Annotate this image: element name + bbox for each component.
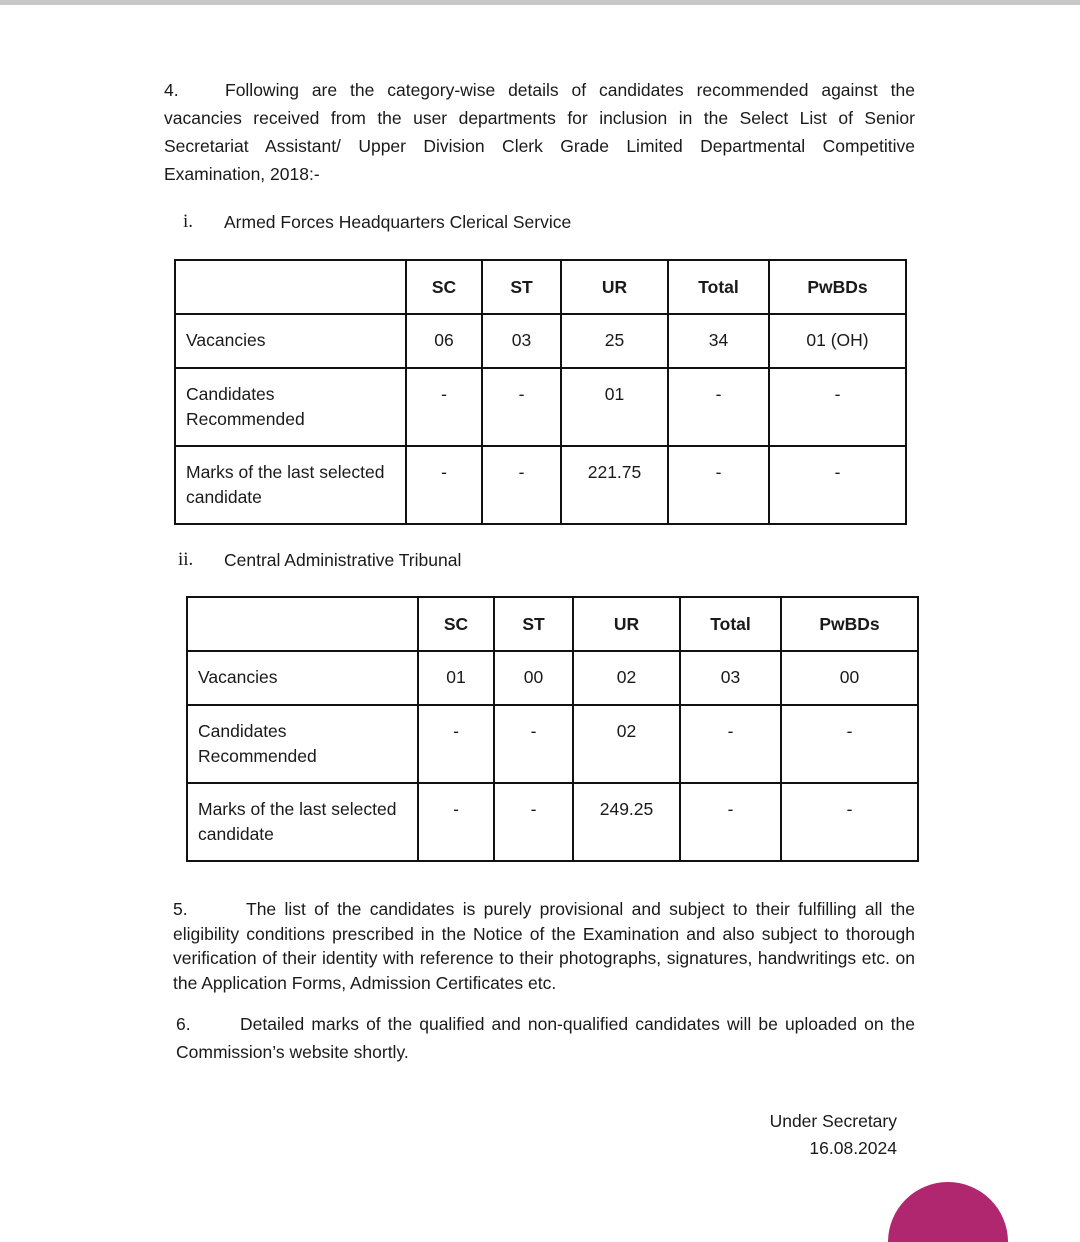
cell-st: -: [482, 368, 561, 446]
cell-st: -: [494, 705, 573, 783]
row-label: Vacancies: [187, 651, 418, 705]
header-pwbds: PwBDs: [769, 260, 906, 314]
cell-st: 00: [494, 651, 573, 705]
cell-sc: -: [406, 446, 482, 524]
cell-ur: 25: [561, 314, 668, 368]
section-1-number: i.: [183, 211, 194, 232]
section-2-title: Central Administrative Tribunal: [224, 550, 462, 570]
row-label: Vacancies: [175, 314, 406, 368]
table-row-vacancies: [175, 314, 906, 368]
signature-block: [770, 1108, 897, 1162]
cell-ur: 221.75: [561, 446, 668, 524]
section-2-number: ii.: [178, 549, 194, 570]
cell-st: 03: [482, 314, 561, 368]
cell-pwbds: -: [769, 368, 906, 446]
header-pwbds: PwBDs: [781, 597, 918, 651]
table-row-recommended: [175, 368, 906, 446]
cell-total: 34: [668, 314, 769, 368]
cell-sc: -: [418, 705, 494, 783]
table-row-marks: [175, 446, 906, 524]
cell-st: -: [494, 783, 573, 861]
table-row-recommended: [187, 705, 918, 783]
table-header-row: [175, 260, 906, 314]
header-ur: UR: [561, 260, 668, 314]
header-total: Total: [680, 597, 781, 651]
header-total: Total: [668, 260, 769, 314]
cell-pwbds: -: [769, 446, 906, 524]
row-label: Candidates Recommended: [187, 705, 418, 783]
section-1-title: Armed Forces Headquarters Clerical Service: [224, 212, 572, 232]
cell-pwbds: -: [781, 705, 918, 783]
cell-total: -: [680, 783, 781, 861]
cell-ur: 249.25: [573, 783, 680, 861]
table-row-vacancies: [187, 651, 918, 705]
cell-sc: -: [406, 368, 482, 446]
cell-total: -: [680, 705, 781, 783]
signature-date: 16.08.2024: [809, 1138, 897, 1158]
paragraph-6: [176, 1010, 915, 1066]
cell-pwbds: -: [781, 783, 918, 861]
cell-pwbds: 01 (OH): [769, 314, 906, 368]
cell-sc: 01: [418, 651, 494, 705]
table-header-row: [187, 597, 918, 651]
signature-designation: Under Secretary: [769, 1111, 897, 1131]
paragraph-4-text: Following are the category-wise details of candidates recommended against the vacancies received from the user departments for inclusion in the Select List of Senior Secretariat Assistant/ Upper Division Clerk Grade Limited Departmental Competitive Examination, 2018:-: [164, 80, 915, 184]
cell-ur: 02: [573, 651, 680, 705]
paragraph-6-text: Detailed marks of the qualified and non-qualified candidates will be uploaded on the Commission’s website shortly.: [176, 1014, 915, 1062]
cell-total: 03: [680, 651, 781, 705]
row-label: Marks of the last selected candidate: [187, 783, 418, 861]
section-2-heading: [178, 550, 678, 576]
cell-pwbds: 00: [781, 651, 918, 705]
paragraph-5: [173, 897, 915, 995]
corner-decoration: [888, 1182, 1008, 1242]
header-st: ST: [482, 260, 561, 314]
table-afhq: [174, 259, 907, 525]
row-label: Candidates Recommended: [175, 368, 406, 446]
paragraph-5-number: 5.: [173, 899, 188, 919]
header-blank: [187, 597, 418, 651]
header-blank: [175, 260, 406, 314]
table-row-marks: [187, 783, 918, 861]
cell-st: -: [482, 446, 561, 524]
cell-ur: 02: [573, 705, 680, 783]
section-1-heading: [183, 212, 683, 238]
table-cat: [186, 596, 919, 862]
paragraph-5-text: The list of the candidates is purely provisional and subject to their fulfilling all the eligibility conditions prescribed in the Notice of the Examination and also subject to thorough verification of their identity with reference to their photographs, signatures, handwritings etc. on the Application Forms, Admission Certificates etc.: [173, 899, 915, 993]
paragraph-6-number: 6.: [176, 1014, 191, 1034]
header-ur: UR: [573, 597, 680, 651]
cell-total: -: [668, 446, 769, 524]
paragraph-4-number: 4.: [164, 80, 179, 100]
header-sc: SC: [418, 597, 494, 651]
header-st: ST: [494, 597, 573, 651]
top-border: [0, 0, 1080, 5]
cell-sc: -: [418, 783, 494, 861]
cell-ur: 01: [561, 368, 668, 446]
header-sc: SC: [406, 260, 482, 314]
cell-total: -: [668, 368, 769, 446]
cell-sc: 06: [406, 314, 482, 368]
row-label: Marks of the last selected candidate: [175, 446, 406, 524]
paragraph-4: [164, 76, 915, 188]
